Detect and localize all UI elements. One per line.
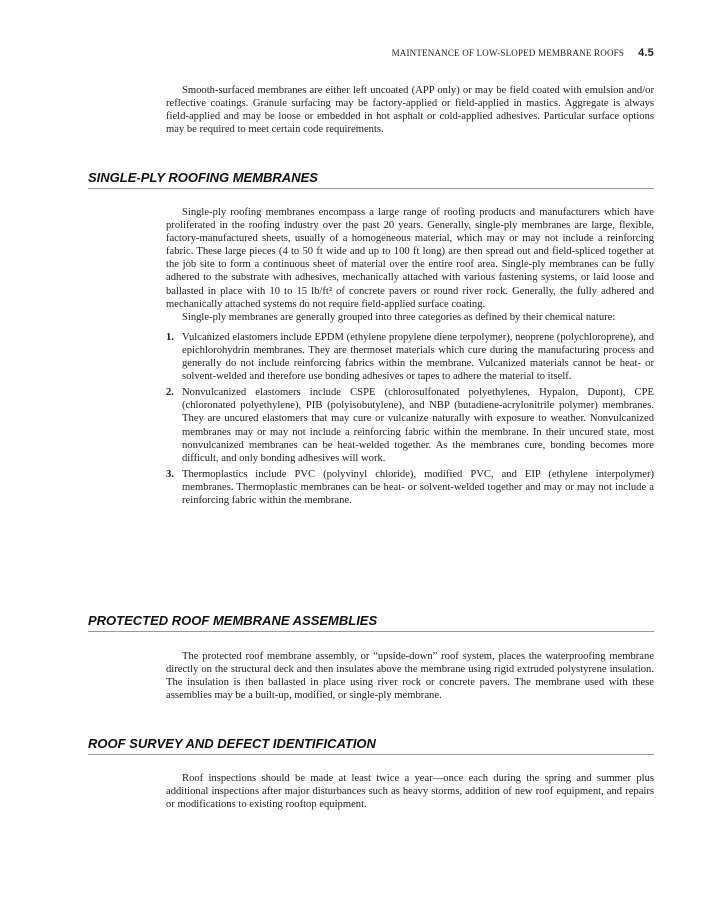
list-item bbox=[166, 468, 654, 507]
survey-block bbox=[166, 772, 654, 811]
list-item bbox=[166, 386, 654, 465]
list-item-text: Thermoplastics include PVC (polyvinyl chloride), modified PVC, and EIP (ethylene interpolymer) membranes. Thermoplastic membranes can be heat- or solvent-welded together and may or may not include a reinforcing fabric within the membrane. bbox=[182, 468, 654, 506]
membrane-category-list bbox=[166, 331, 654, 507]
section-heading-protected: PROTECTED ROOF MEMBRANE ASSEMBLIES bbox=[88, 613, 654, 632]
intro-block bbox=[166, 84, 654, 136]
list-item-text: Vulcanized elastomers include EPDM (ethylene propylene diene terpolymer), neoprene (polychloroprene), and epichlorohydrin membranes. They are thermoset materials which cure during the manufacturing process and generally do not include reinforcing fabrics within the membrane. Vulcanized materials cannot be heat- or solvent-welded and therefore use bonding adhesives or tapes to adhere the material to itself. bbox=[182, 331, 654, 383]
protected-paragraph: The protected roof membrane assembly, or “upside-down” roof system, places the waterproofing membrane directly on the structural deck and then insulates above the membrane using rigid extruded polystyrene insulation. The insulation is then ballasted in place using river rock or concrete pavers. The membrane used with these assemblies may be a built-up, modified, or single-ply membrane. bbox=[166, 651, 654, 702]
page-number: 4.5 bbox=[638, 47, 654, 59]
single-ply-paragraph-2: Single-ply membranes are generally grouped into three categories as defined by their chemical nature: bbox=[182, 311, 616, 323]
survey-paragraph: Roof inspections should be made at least twice a year—once each during the spring and summer plus additional inspections after major disturbances such as heavy storms, addition of new roof equipment, and repairs or modifications to existing rooftop equipment. bbox=[166, 773, 654, 811]
single-ply-paragraph-1: Single-ply roofing membranes encompass a large range of roofing products and manufacturers which have proliferated in the roofing industry over the past 20 years. Generally, single-ply membranes are large, flexible, factory-manufactured sheets, usually of a homogeneous material, which may or may not include a reinforcing fabric. These large pieces (4 to 50 ft wide and up to 100 ft long) are then spread out and field-spliced together at the job site to form a continuous sheet of material over the entire roof area. Single-ply membranes can be fully adhered to the substrate with adhesives, mechanically attached with various fastening systems, or laid loose and ballasted in place with 10 to 15 lb/ft² of concrete pavers or round river rock. Generally, the fully adhered and mechanically attached systems do not require field-applied surface coating. bbox=[166, 207, 654, 310]
list-item-number: 2. bbox=[166, 387, 174, 399]
running-title: MAINTENANCE OF LOW-SLOPED MEMBRANE ROOFS bbox=[391, 48, 625, 58]
single-ply-block bbox=[166, 206, 654, 510]
protected-block bbox=[166, 650, 654, 702]
list-item bbox=[166, 331, 654, 383]
list-item-text: Nonvulcanized elastomers include CSPE (chlorosulfonated polyethylenes, Hypalon, Dupont), CPE (chloronated polyethylene), PIB (polyisobutylene), and NBP (butadiene-acrylonitrile polymer) membranes. They are uncured elastomers that may cure or vulcanize naturally with exposure to weather. Nonvulcanized membranes may or may not include a reinforcing fabric within the membrane. In their uncured state, most nonvulcanized membranes can be heat-welded together. As the membranes cure, bonding becomes more difficult, and only bonding adhesives will work. bbox=[182, 387, 654, 464]
intro-paragraph: Smooth-surfaced membranes are either left uncoated (APP only) or may be field coated with emulsion and/or reflective coatings. Granule surfacing may be factory-applied or field-applied in mastics. Aggregate is always field-applied and may be loose or embedded in hot asphalt or cold-applied adhesives. Particular surface options may be required to meet certain code requirements. bbox=[166, 85, 654, 136]
list-item-number: 1. bbox=[166, 331, 174, 343]
list-item-number: 3. bbox=[166, 468, 174, 480]
section-heading-single-ply: SINGLE-PLY ROOFING MEMBRANES bbox=[88, 170, 654, 189]
running-header bbox=[392, 47, 654, 59]
section-heading-survey: ROOF SURVEY AND DEFECT IDENTIFICATION bbox=[88, 736, 654, 755]
